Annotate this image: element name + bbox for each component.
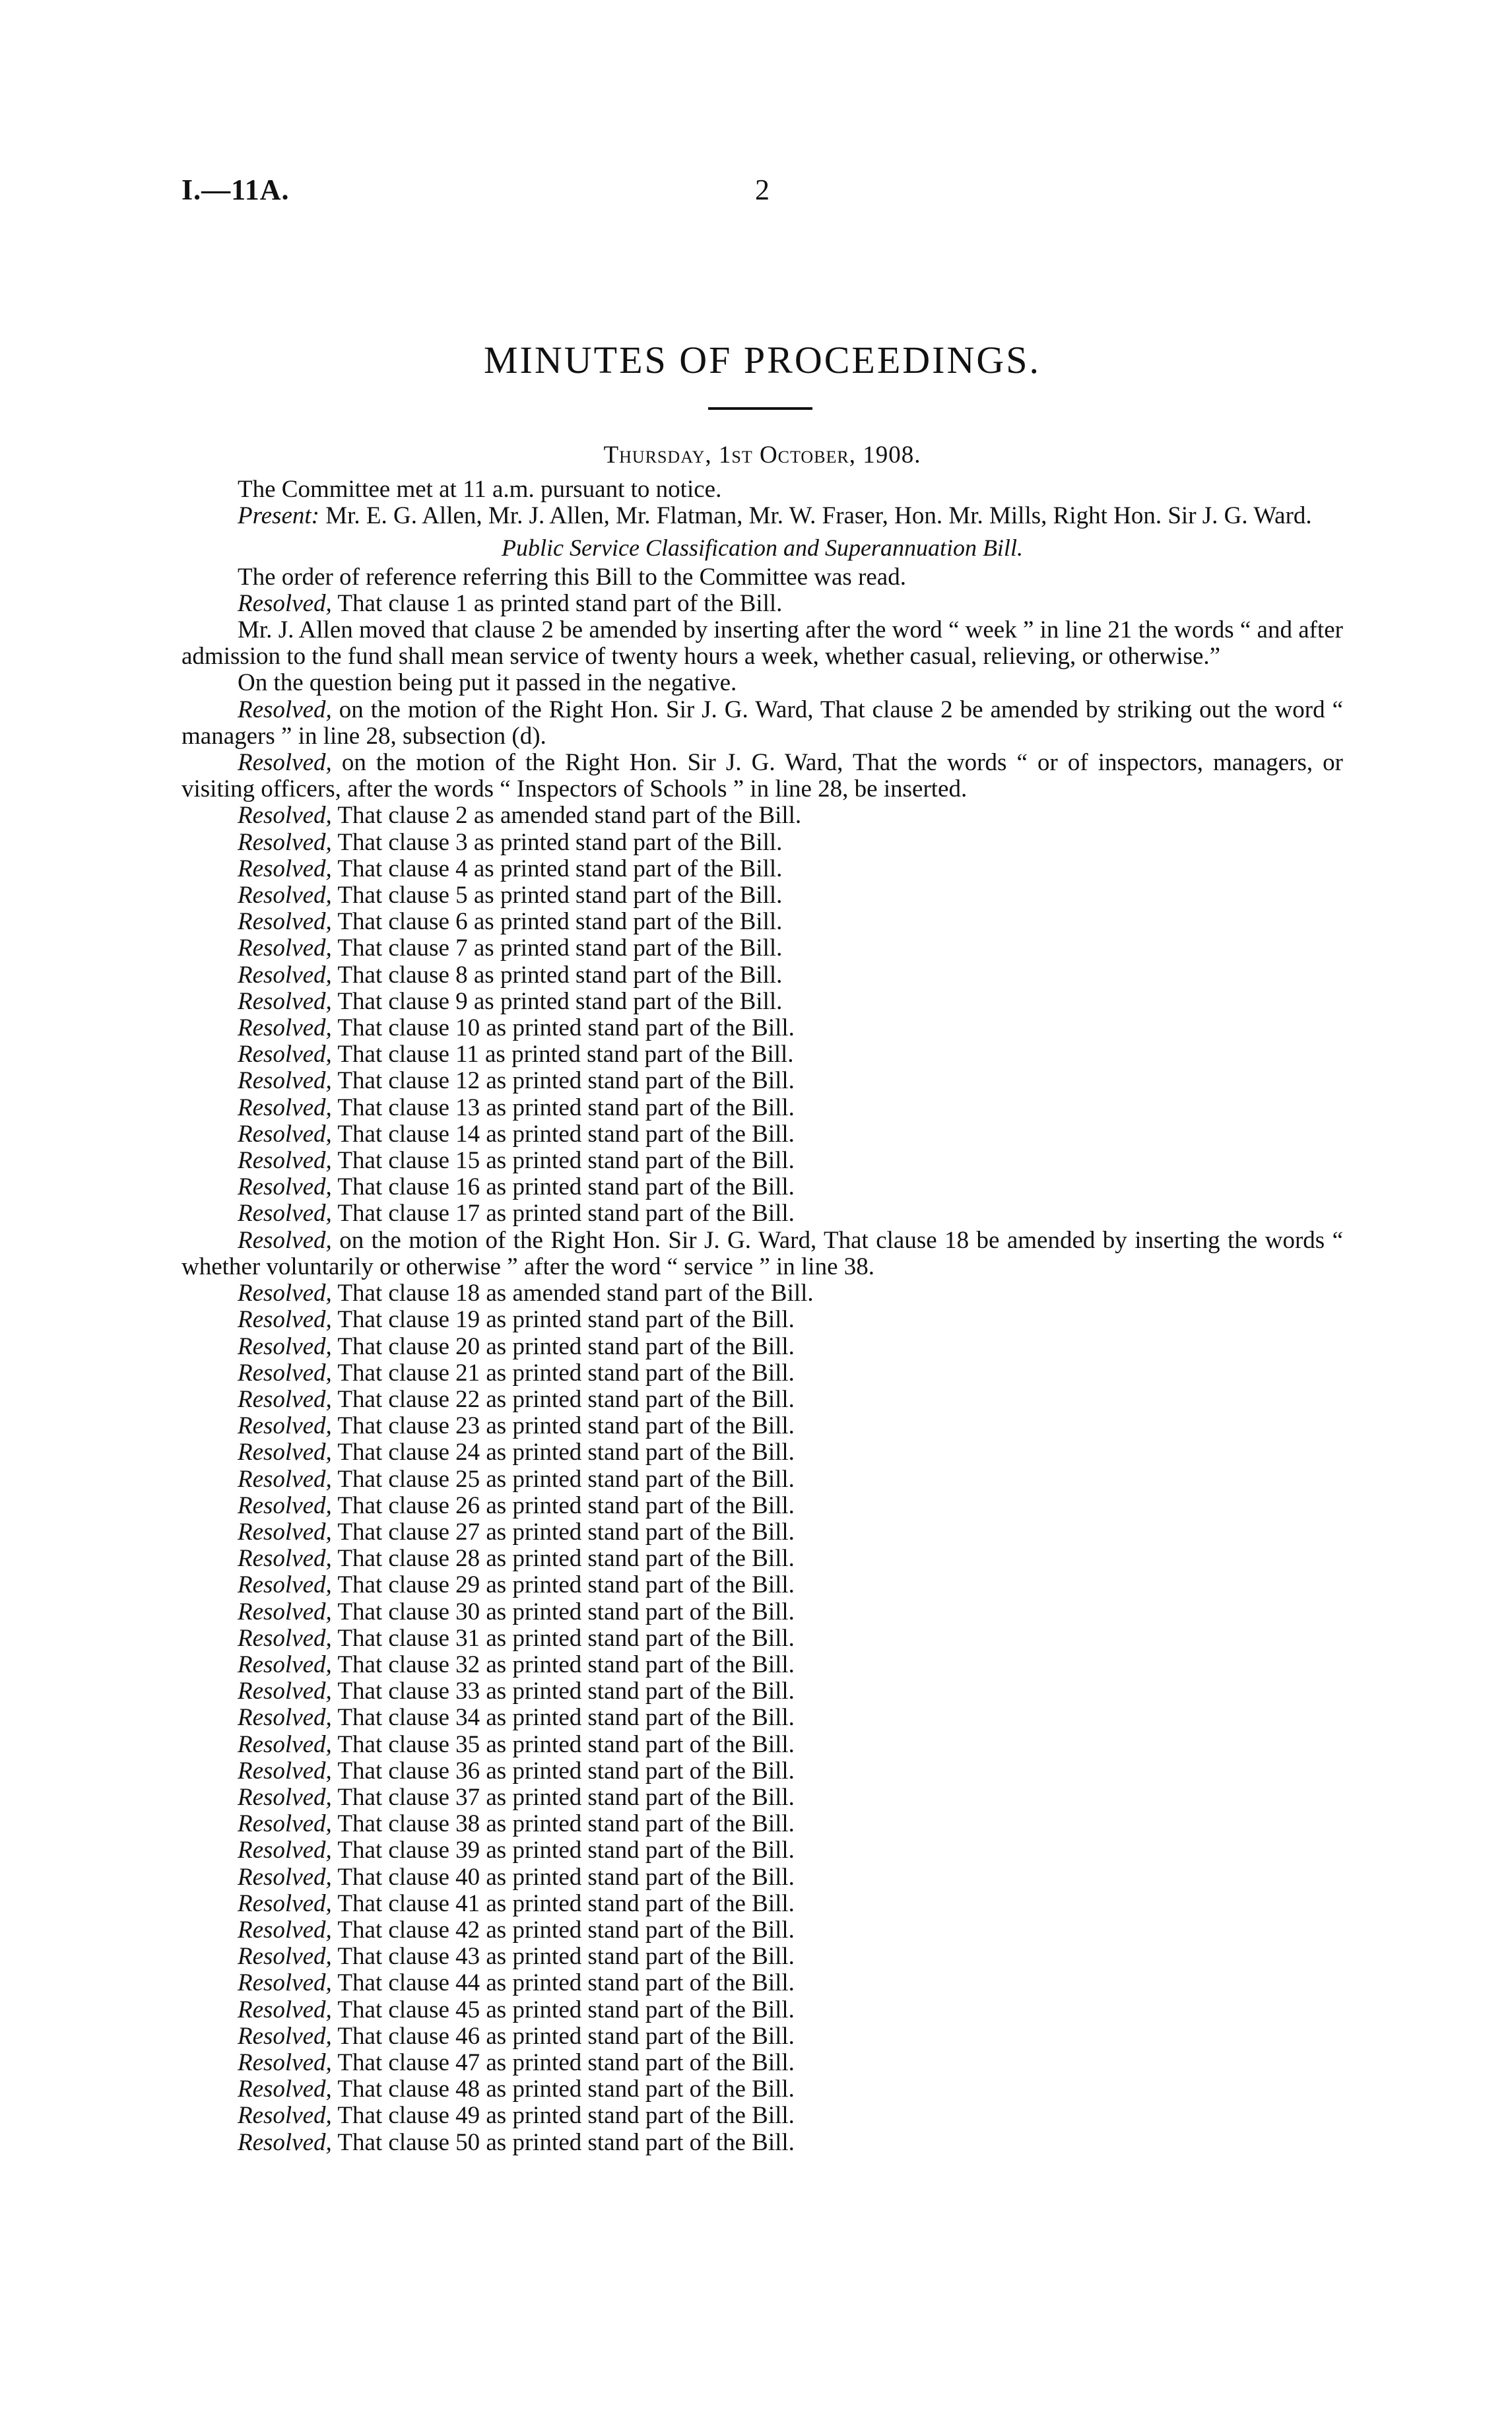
title-divider <box>708 407 812 410</box>
resolved-label: Resolved, <box>238 1491 332 1519</box>
resolution-item <box>181 1625 1343 1652</box>
resolution-text: That clause 48 as printed stand part of the Bill. <box>331 2076 795 2103</box>
resolution-text: That clause 45 as printed stand part of the Bill. <box>331 1996 795 2023</box>
resolution-text: That clause 7 as printed stand part of the Bill. <box>331 934 783 962</box>
resolution-text: That clause 27 as printed stand part of the Bill. <box>331 1518 795 1546</box>
resolved-label: Resolved, <box>238 1439 332 1466</box>
resolved-label: Resolved, <box>238 1571 332 1599</box>
resolution-text: That clause 21 as printed stand part of the Bill. <box>331 1359 795 1387</box>
resolution-text: That clause 24 as printed stand part of the Bill. <box>331 1439 795 1466</box>
resolution-text: That clause 12 as printed stand part of the Bill. <box>331 1067 795 1095</box>
motion-negatived: On the question being put it passed in the negative. <box>238 669 737 697</box>
resolved-label: Resolved, <box>238 589 332 617</box>
resolution-text: on the motion of the Right Hon. Sir J. G. Ward, That clause 2 be amended by striking out the word “ managers ” in line 28, subsection (d). <box>181 696 1343 750</box>
resolution-item <box>181 1280 1343 1307</box>
resolved-label: Resolved, <box>238 1810 332 1838</box>
resolved-label: Resolved, <box>238 1969 332 1997</box>
resolution-text: That clause 16 as printed stand part of the Bill. <box>331 1173 795 1201</box>
resolution-text: That clause 14 as printed stand part of the Bill. <box>331 1120 795 1148</box>
resolution-item <box>181 882 1343 909</box>
meeting-notice: The Committee met at 11 a.m. pursuant to notice. <box>238 476 722 503</box>
resolution-text: That clause 33 as printed stand part of the Bill. <box>331 1678 795 1705</box>
resolution-item <box>181 1121 1343 1148</box>
resolved-label: Resolved, <box>238 2128 332 2156</box>
resolution-text: That clause 9 as printed stand part of the Bill. <box>331 987 783 1015</box>
resolved-label: Resolved, <box>238 1094 332 1121</box>
allen-motion: Mr. J. Allen moved that clause 2 be amended by inserting after the word “ week ” in line 21 the words “ and after admission to the fund shall mean service of twenty hours a week, whether casual, relieving, or otherwise.” <box>181 616 1343 671</box>
resolved-label: Resolved, <box>238 1624 332 1652</box>
resolution-text: That clause 20 as printed stand part of the Bill. <box>331 1332 795 1360</box>
resolved-label: Resolved, <box>238 2076 332 2103</box>
resolved-label: Resolved, <box>238 1889 332 1917</box>
resolved-label: Resolved, <box>238 1598 332 1625</box>
resolution-text: on the motion of the Right Hon. Sir J. G. Ward, That the words “ or of inspectors, managers, or visiting officers, after the words “ Inspectors of Schools ” in line 28, be inserted. <box>181 749 1343 803</box>
resolution-item <box>181 1891 1343 1917</box>
resolved-label: Resolved, <box>238 1837 332 1864</box>
resolved-label: Resolved, <box>238 2022 332 2050</box>
resolved-label: Resolved, <box>238 1200 332 1228</box>
resolution-item <box>181 1678 1343 1705</box>
resolution-item <box>181 1785 1343 1811</box>
resolution-item <box>181 1732 1343 1758</box>
resolution-text: That clause 13 as printed stand part of the Bill. <box>331 1094 795 1121</box>
resolution-item <box>181 2103 1343 2129</box>
resolution-item <box>181 1572 1343 1598</box>
resolved-label: Resolved, <box>238 2102 332 2130</box>
resolution-item <box>181 1837 1343 1864</box>
resolved-label: Resolved, <box>238 1120 332 1148</box>
resolution-item <box>181 1944 1343 1970</box>
resolved-label: Resolved, <box>238 987 332 1015</box>
resolution-text: That clause 2 as amended stand part of the Bill. <box>331 802 802 830</box>
resolution-item <box>181 1095 1343 1121</box>
resolution-item <box>181 2050 1343 2076</box>
resolution-text: That clause 28 as printed stand part of the Bill. <box>331 1545 795 1573</box>
resolution-item <box>181 1439 1343 1466</box>
resolution-item <box>181 1041 1343 1068</box>
resolution-text: That clause 44 as printed stand part of the Bill. <box>331 1969 795 1997</box>
resolution-item <box>181 1997 1343 2023</box>
resolution-item <box>181 1519 1343 1546</box>
resolved-label: Resolved, <box>238 1996 332 2023</box>
resolution-list-clauses-18-50 <box>181 1280 1343 2156</box>
resolved-label: Resolved, <box>238 1916 332 1944</box>
amendment-inspectors <box>181 750 1343 803</box>
page-number: 2 <box>755 174 770 206</box>
resolution-text: That clause 8 as printed stand part of the Bill. <box>331 961 783 989</box>
resolution-text: That clause 35 as printed stand part of the Bill. <box>331 1730 795 1758</box>
resolved-label: Resolved, <box>238 1359 332 1387</box>
resolution-text: That clause 34 as printed stand part of the Bill. <box>331 1704 795 1732</box>
resolved-label: Resolved, <box>238 1518 332 1546</box>
resolved-label: Resolved, <box>238 1173 332 1201</box>
resolved-label: Resolved, <box>238 1757 332 1785</box>
resolution-text: That clause 32 as printed stand part of the Bill. <box>331 1651 795 1678</box>
resolution-item <box>181 1546 1343 1572</box>
resolution-item <box>181 1493 1343 1519</box>
resolution-text: That clause 1 as printed stand part of the Bill. <box>331 589 783 617</box>
present-list: Mr. E. G. Allen, Mr. J. Allen, Mr. Flatman, Mr. W. Fraser, Hon. Mr. Mills, Right Hon. Sir J. G. Ward. <box>319 502 1312 530</box>
resolution-item <box>181 909 1343 935</box>
resolution-item <box>181 1970 1343 1996</box>
resolution-text: That clause 40 as printed stand part of the Bill. <box>331 1863 795 1891</box>
resolution-text: That clause 29 as printed stand part of the Bill. <box>331 1571 795 1599</box>
resolved-label: Resolved, <box>238 1306 332 1334</box>
resolved-label: Resolved, <box>238 1226 332 1254</box>
resolution-item <box>181 1758 1343 1785</box>
resolution-text: That clause 3 as printed stand part of the Bill. <box>331 828 783 856</box>
page-header <box>181 173 1343 213</box>
resolved-label: Resolved, <box>238 1041 332 1068</box>
resolution-text: That clause 5 as printed stand part of the Bill. <box>331 882 783 909</box>
minutes-body <box>181 476 1343 2156</box>
amendment-managers <box>181 697 1343 750</box>
resolved-label: Resolved, <box>238 934 332 962</box>
resolution-item <box>181 2023 1343 2050</box>
resolved-label: Resolved, <box>238 908 332 936</box>
resolution-text: That clause 47 as printed stand part of the Bill. <box>331 2048 795 2076</box>
resolution-text: That clause 22 as printed stand part of the Bill. <box>331 1385 795 1413</box>
document-reference: I.—11A. <box>181 174 290 206</box>
resolution-text: That clause 15 as printed stand part of the Bill. <box>331 1147 795 1175</box>
resolution-item <box>181 962 1343 989</box>
present-members <box>181 503 1343 529</box>
resolution-item <box>181 2130 1343 2156</box>
resolved-label: Resolved, <box>238 1067 332 1095</box>
resolution-text: That clause 18 as amended stand part of the Bill. <box>331 1280 814 1307</box>
resolved-label: Resolved, <box>238 855 332 882</box>
resolved-label: Resolved, <box>238 749 332 777</box>
resolution-text: That clause 11 as printed stand part of the Bill. <box>331 1041 794 1068</box>
resolution-text: That clause 39 as printed stand part of the Bill. <box>331 1837 795 1864</box>
resolved-label: Resolved, <box>238 696 332 723</box>
resolved-label: Resolved, <box>238 1014 332 1042</box>
resolution-item <box>181 1015 1343 1041</box>
resolved-label: Resolved, <box>238 1651 332 1678</box>
resolved-label: Resolved, <box>238 1704 332 1732</box>
resolution-item <box>181 803 1343 829</box>
resolution-item <box>181 1307 1343 1333</box>
resolution-text: That clause 41 as printed stand part of the Bill. <box>331 1889 795 1917</box>
resolution-clause-1 <box>181 591 1343 617</box>
order-of-reference: The order of reference referring this Bill to the Committee was read. <box>238 563 906 591</box>
resolved-label: Resolved, <box>238 1545 332 1573</box>
resolution-text: That clause 31 as printed stand part of the Bill. <box>331 1624 795 1652</box>
resolution-text: That clause 23 as printed stand part of the Bill. <box>331 1412 795 1440</box>
resolution-item <box>181 1811 1343 1837</box>
resolution-text: That clause 46 as printed stand part of the Bill. <box>331 2022 795 2050</box>
resolved-label: Resolved, <box>238 1385 332 1413</box>
resolution-item <box>181 1200 1343 1227</box>
resolution-text: on the motion of the Right Hon. Sir J. G. Ward, That clause 18 be amended by inserting the words “ whether voluntarily or otherwise ” after the word “ service ” in line 38. <box>181 1226 1343 1280</box>
resolution-item <box>181 935 1343 962</box>
resolved-label: Resolved, <box>238 802 332 830</box>
resolution-text: That clause 19 as printed stand part of the Bill. <box>331 1306 795 1334</box>
resolved-label: Resolved, <box>238 2048 332 2076</box>
resolution-text: That clause 25 as printed stand part of the Bill. <box>331 1465 795 1493</box>
resolved-label: Resolved, <box>238 882 332 909</box>
page-title: MINUTES OF PROCEEDINGS. <box>483 339 1041 381</box>
resolution-text: That clause 17 as printed stand part of the Bill. <box>331 1200 795 1228</box>
resolution-item <box>181 1864 1343 1891</box>
resolved-label: Resolved, <box>238 961 332 989</box>
resolution-item <box>181 1466 1343 1493</box>
resolution-item <box>181 1917 1343 1944</box>
resolution-item <box>181 1360 1343 1387</box>
resolved-label: Resolved, <box>238 828 332 856</box>
resolution-text: That clause 38 as printed stand part of the Bill. <box>331 1810 795 1838</box>
resolution-item <box>181 989 1343 1015</box>
resolution-item <box>181 1413 1343 1439</box>
resolution-item <box>181 1148 1343 1174</box>
resolution-item <box>181 1599 1343 1625</box>
meeting-date: Thursday, 1st October, 1908. <box>603 442 921 469</box>
resolved-label: Resolved, <box>238 1465 332 1493</box>
resolution-text: That clause 43 as printed stand part of the Bill. <box>331 1943 795 1971</box>
resolved-label: Resolved, <box>238 1943 332 1971</box>
resolution-item <box>181 1387 1343 1413</box>
resolution-item <box>181 1174 1343 1200</box>
resolved-label: Resolved, <box>238 1280 332 1307</box>
resolution-item <box>181 856 1343 882</box>
resolution-item <box>181 830 1343 856</box>
resolution-item <box>181 2076 1343 2103</box>
resolved-label: Resolved, <box>238 1412 332 1440</box>
amendment-clause-18 <box>181 1228 1343 1280</box>
resolution-item <box>181 1068 1343 1094</box>
resolution-item <box>181 1334 1343 1360</box>
resolved-label: Resolved, <box>238 1332 332 1360</box>
resolution-text: That clause 6 as printed stand part of the Bill. <box>331 908 783 936</box>
resolution-list-clauses-2-17 <box>181 803 1343 1227</box>
resolution-text: That clause 30 as printed stand part of the Bill. <box>331 1598 795 1625</box>
resolution-text: That clause 50 as printed stand part of the Bill. <box>331 2128 795 2156</box>
bill-title: Public Service Classification and Superannuation Bill. <box>502 535 1023 562</box>
resolved-label: Resolved, <box>238 1863 332 1891</box>
resolved-label: Resolved, <box>238 1730 332 1758</box>
present-label: Present: <box>238 502 319 530</box>
resolution-item <box>181 1705 1343 1731</box>
resolution-text: That clause 36 as printed stand part of the Bill. <box>331 1757 795 1785</box>
resolved-label: Resolved, <box>238 1783 332 1811</box>
resolution-text: That clause 10 as printed stand part of the Bill. <box>331 1014 795 1042</box>
resolution-text: That clause 49 as printed stand part of the Bill. <box>331 2102 795 2130</box>
resolution-text: That clause 4 as printed stand part of the Bill. <box>331 855 783 882</box>
resolution-text: That clause 42 as printed stand part of the Bill. <box>331 1916 795 1944</box>
resolved-label: Resolved, <box>238 1678 332 1705</box>
resolved-label: Resolved, <box>238 1147 332 1175</box>
resolution-item <box>181 1652 1343 1678</box>
resolution-text: That clause 37 as printed stand part of the Bill. <box>331 1783 795 1811</box>
resolution-text: That clause 26 as printed stand part of the Bill. <box>331 1491 795 1519</box>
